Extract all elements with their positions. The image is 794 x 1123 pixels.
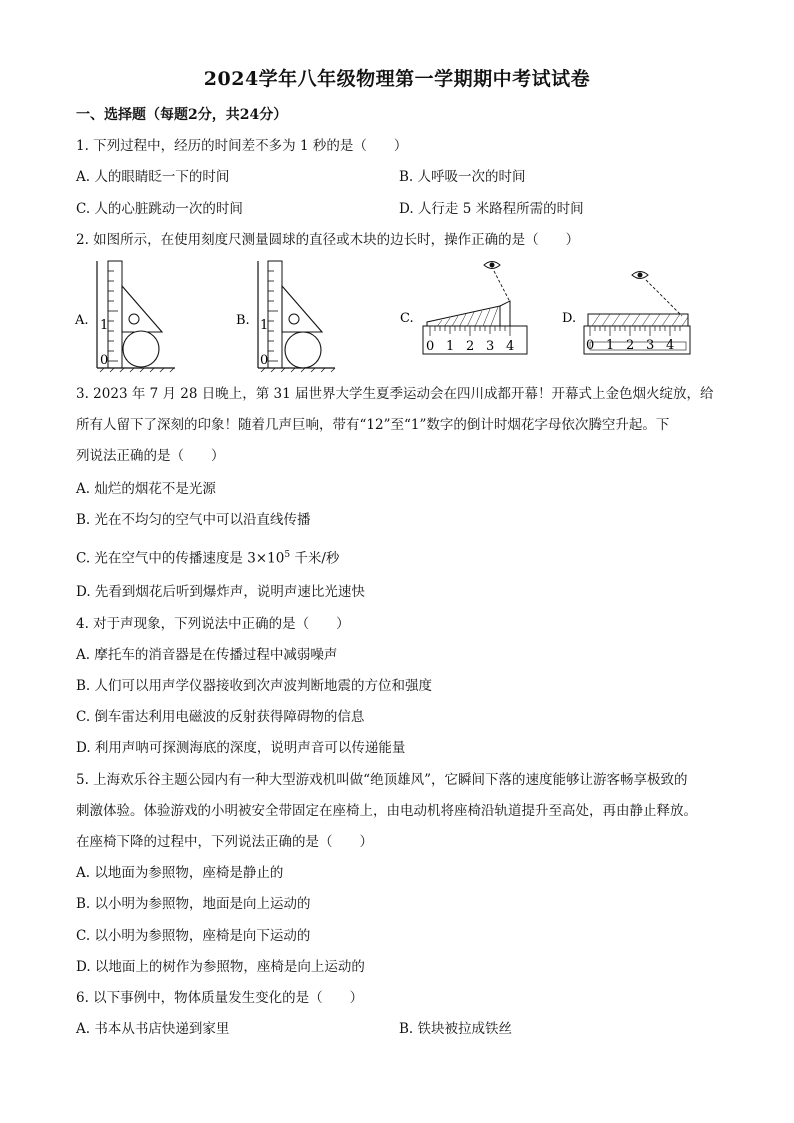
section-heading: 一、选择题（每题2分，共24分） [76, 107, 288, 123]
figure-b-tick-1: 1 [260, 318, 269, 333]
q5-stem-line1: 5. 上海欢乐谷主题公园内有一种大型游戏机叫做“绝顶雄风”，它瞬间下落的速度能够让游客畅享极致的 [76, 772, 688, 788]
q3-option-c [76, 546, 339, 568]
q4-option-a: A. 摩托车的消音器是在传播过程中减弱噪声 [76, 647, 338, 663]
figure-c-label: C. [400, 311, 414, 326]
q1-option-d: D. 人行走 5 米路程所需的时间 [399, 201, 584, 217]
exam-title: 2024学年八年级物理第一学期期中考试试卷 [203, 68, 591, 90]
q3-stem-line1: 3. 2023 年 7 月 28 日晚上，第 31 届世界大学生夏季运动会在四川成都开幕！开幕式上金色烟火绽放，给 [76, 386, 714, 402]
q1-option-b: B. 人呼吸一次的时间 [399, 169, 526, 185]
figure-c-tick-1: 1 [446, 339, 455, 354]
figure-a-label: A. [75, 313, 89, 328]
q4-option-d: D. 利用声呐可探测海底的深度，说明声音可以传递能量 [76, 740, 406, 756]
q5-option-d: D. 以地面上的树作为参照物，座椅是向上运动的 [76, 959, 365, 975]
figure-b-tick-0: 0 [260, 353, 269, 368]
figure-d-tick-4: 4 [666, 338, 675, 353]
q6-option-a: A. 书本从书店快递到家里 [76, 1021, 230, 1037]
q3-option-b: B. 光在不均匀的空气中可以沿直线传播 [76, 512, 311, 528]
q3-option-c-unit: 千米/秒 [290, 550, 340, 567]
q3-stem-line3: 列说法正确的是（ ） [76, 448, 225, 464]
figure-c-tick-2: 2 [466, 339, 475, 354]
q4-stem: 4. 对于声现象，下列说法中正确的是（ ） [76, 616, 350, 632]
q3-option-a: A. 灿烂的烟花不是光源 [76, 481, 216, 497]
figure-d-label: D. [562, 311, 577, 326]
eye-icon [484, 262, 500, 269]
figure-d-tick-1: 1 [606, 338, 615, 353]
figure-a-tick-1: 1 [100, 318, 109, 333]
figure-d-tick-2: 2 [626, 338, 635, 353]
q5-option-b: B. 以小明为参照物，地面是向上运动的 [76, 896, 311, 912]
figure-b [236, 261, 335, 372]
q2-stem: 2. 如图所示，在使用刻度尺测量圆球的直径或木块的边长时，操作正确的是（ ） [76, 232, 580, 248]
q5-option-c: C. 以小明为参照物，座椅是向下运动的 [76, 928, 311, 944]
figure-c-tick-3: 3 [486, 339, 495, 354]
q3-option-c-exponent: 5 [284, 550, 291, 560]
eye-icon [632, 272, 648, 279]
figure-c [400, 262, 527, 355]
figure-c-tick-4: 4 [506, 339, 515, 354]
figure-d-tick-3: 3 [646, 338, 655, 353]
q3-stem-line2: 所有人留下了深刻的印象！随着几声巨响，带有“12”至“1”数字的倒计时烟花字母依次腾空升起。下 [76, 417, 670, 433]
q1-stem: 1. 下列过程中，经历的时间差不多为 1 秒的是（ ） [76, 138, 408, 154]
q5-stem-line2: 刺激体验。体验游戏的小明被安全带固定在座椅上，由电动机将座椅沿轨道提升至高处，再由静止释放。 [76, 803, 697, 819]
q5-option-a: A. 以地面为参照物，座椅是静止的 [76, 865, 284, 881]
q6-stem: 6. 以下事例中，物体质量发生变化的是（ ） [76, 990, 364, 1006]
figure-d [562, 272, 690, 355]
figure-a-tick-0: 0 [100, 353, 109, 368]
q3-option-c-text: C. 光在空气中的传播速度是 3×10 [76, 550, 285, 567]
figure-d-tick-0: 0 [586, 338, 595, 353]
figure-c-tick-0: 0 [426, 339, 435, 354]
q5-stem-line3: 在座椅下降的过程中，下列说法正确的是（ ） [76, 834, 373, 850]
q1-option-c: C. 人的心脏跳动一次的时间 [76, 201, 243, 217]
measurement-figures [70, 256, 730, 376]
q3-option-d: D. 先看到烟花后听到爆炸声，说明声速比光速快 [76, 584, 365, 600]
q4-option-b: B. 人们可以用声学仪器接收到次声波判断地震的方位和强度 [76, 678, 433, 694]
q6-option-b: B. 铁块被拉成铁丝 [399, 1021, 513, 1037]
q4-option-c: C. 倒车雷达利用电磁波的反射获得障碍物的信息 [76, 709, 365, 725]
figure-a [74, 261, 175, 372]
figure-b-label: B. [236, 313, 250, 328]
q1-option-a: A. 人的眼睛眨一下的时间 [76, 169, 230, 185]
